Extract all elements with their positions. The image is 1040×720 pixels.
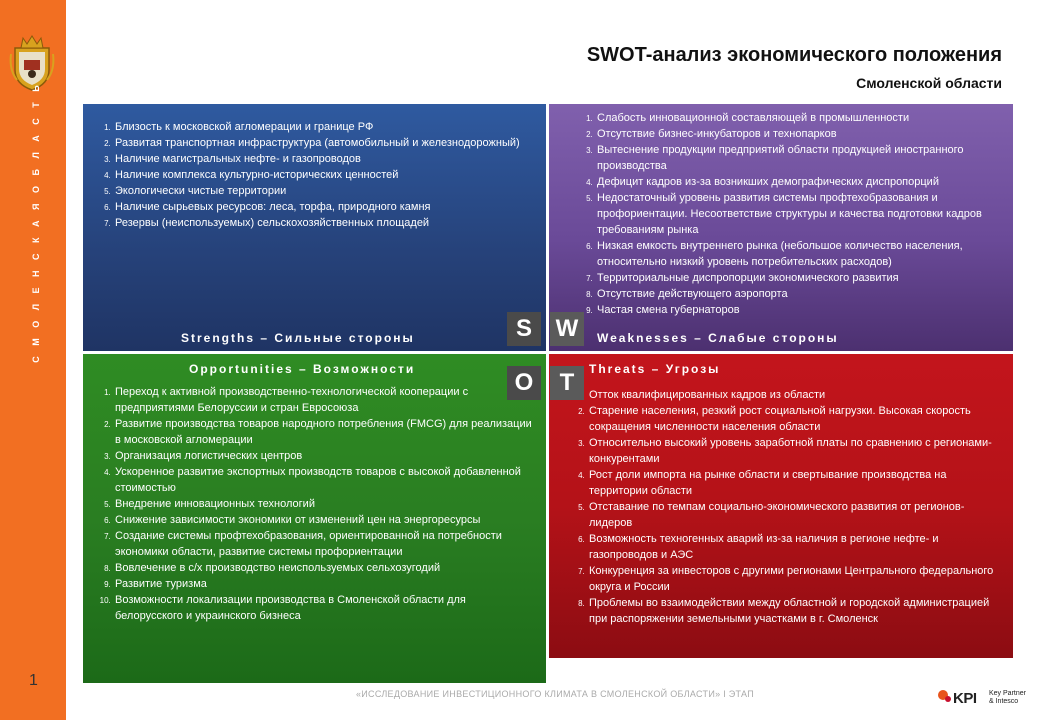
list-item: 9. Частая смена губернаторов xyxy=(595,302,1007,318)
opportunities-quadrant xyxy=(83,354,546,683)
kpi-logo xyxy=(937,686,1033,714)
weaknesses-letter: W xyxy=(550,312,584,346)
footer xyxy=(0,689,1040,699)
list-item: 2. Развитие производства товаров народного потребления (FMCG) для реализации в московской агломерации xyxy=(113,416,536,448)
watermark: MyShared xyxy=(849,659,966,689)
list-item: 3. Организация логистических центров xyxy=(113,448,536,464)
kpi-logo-name: KPI xyxy=(953,690,977,707)
list-item: 1. Отток квалифицированных кадров из области xyxy=(587,387,1005,403)
list-item: 2. Отсутствие бизнес-инкубаторов и технопарков xyxy=(595,126,1007,142)
strengths-quadrant xyxy=(83,104,546,351)
list-item: 2. Развитая транспортная инфраструктура (автомобильный и железнодорожный) xyxy=(113,135,536,151)
list-item: 4. Дефицит кадров из-за возникших демографических диспропорций xyxy=(595,174,1007,190)
threats-list xyxy=(563,387,1005,627)
list-item: 6. Снижение зависимости экономики от изменений цен на энергоресурсы xyxy=(113,512,536,528)
weaknesses-quadrant xyxy=(549,104,1013,351)
weaknesses-label: Weaknesses – Слабые стороны xyxy=(597,331,839,345)
sidebar xyxy=(0,0,66,720)
strengths-list xyxy=(89,119,536,231)
list-item: 8. Вовлечение в с/х производство неиспользуемых сельхозугодий xyxy=(113,560,536,576)
list-item: 6. Наличие сырьевых ресурсов: леса, торфа, природного камня xyxy=(113,199,536,215)
page-title: SWOT-анализ экономического положения xyxy=(586,44,1002,66)
list-item: 7. Создание системы профтехобразования, ориентированной на потребности экономики области, развитие системы профориентации xyxy=(113,528,536,560)
list-item: 10. Возможности локализации производства в Смоленской области для белорусского и украинского бизнеса xyxy=(113,592,536,624)
weaknesses-list xyxy=(571,110,1007,318)
list-item: 3. Наличие магистральных нефте- и газопроводов xyxy=(113,151,536,167)
list-item: 4. Наличие комплекса культурно-исторических ценностей xyxy=(113,167,536,183)
threats-label: Threats – Угрозы xyxy=(589,362,721,376)
region-vertical-label: С М О Л Е Н С К А Я О Б Л А С Т Ь xyxy=(31,81,41,363)
list-item: 9. Развитие туризма xyxy=(113,576,536,592)
kpi-logo-icon xyxy=(937,688,953,704)
list-item: 5. Экологически чистые территории xyxy=(113,183,536,199)
kpi-logo-tagline xyxy=(989,690,1026,706)
list-item: 5. Недостаточный уровень развития системы профтехобразования и профориентации. Несоответствие структуры и качества подготовки кадров требованиям рынка xyxy=(595,190,1007,238)
opportunities-letter: O xyxy=(507,366,541,400)
list-item: 6. Низкая емкость внутреннего рынка (небольшое количество населения, относительно низкий уровень потребительских расходов) xyxy=(595,238,1007,270)
kpi-logo-tagline-2: & Intesco xyxy=(989,698,1019,705)
opportunities-label: Opportunities – Возможности xyxy=(189,362,416,376)
page-subtitle: Смоленской области xyxy=(856,75,1002,91)
list-item: 6. Возможность техногенных аварий из-за наличия в регионе нефте- и газопроводов и АЭС xyxy=(587,531,1005,563)
list-item: 7. Конкуренция за инвесторов с другими регионами Центрального федерального округа и России xyxy=(587,563,1005,595)
kpi-logo-tagline-1: Key Partner xyxy=(989,690,1026,697)
list-item: 2. Старение населения, резкий рост социальной нагрузки. Высокая скорость сокращения численности населения области xyxy=(587,403,1005,435)
list-item: 1. Близость к московской агломерации и границе РФ xyxy=(113,119,536,135)
list-item: 7. Территориальные диспропорции экономического развития xyxy=(595,270,1007,286)
list-item: 7. Резервы (неиспользуемых) сельскохозяйственных площадей xyxy=(113,215,536,231)
threats-letter: T xyxy=(550,366,584,400)
list-item: 5. Отставание по темпам социально-экономического развития от регионов-лидеров xyxy=(587,499,1005,531)
list-item: 4. Рост доли импорта на рынке области и свертывание производства на территории области xyxy=(587,467,1005,499)
page-number: 1 xyxy=(29,672,38,689)
opportunities-list xyxy=(89,384,536,624)
list-item: 3. Относительно высокий уровень заработной платы по сравнению с регионами-конкурентами xyxy=(587,435,1005,467)
strengths-label: Strengths – Сильные стороны xyxy=(181,331,415,345)
list-item: 3. Вытеснение продукции предприятий области продукцией иностранного производства xyxy=(595,142,1007,174)
strengths-letter: S xyxy=(507,312,541,346)
list-item: 1. Переход к активной производственно-технологической кооперации с предприятиями Белоруссии и стран Евросоюза xyxy=(113,384,536,416)
list-item: 1. Слабость инновационной составляющей в промышленности xyxy=(595,110,1007,126)
list-item: 8. Отсутствие действующего аэропорта xyxy=(595,286,1007,302)
list-item: 4. Ускоренное развитие экспортных производств товаров с высокой добавленной стоимостью xyxy=(113,464,536,496)
threats-quadrant xyxy=(549,354,1013,658)
list-item: 8. Проблемы во взаимодействии между областной и городской администрацией при распоряжении земельными участками в г. Смоленск xyxy=(587,595,1005,627)
footer-text: «ИССЛЕДОВАНИЕ ИНВЕСТИЦИОННОГО КЛИМАТА В СМОЛЕНСКОЙ ОБЛАСТИ» I ЭТАП xyxy=(355,689,755,699)
list-item: 5. Внедрение инновационных технологий xyxy=(113,496,536,512)
